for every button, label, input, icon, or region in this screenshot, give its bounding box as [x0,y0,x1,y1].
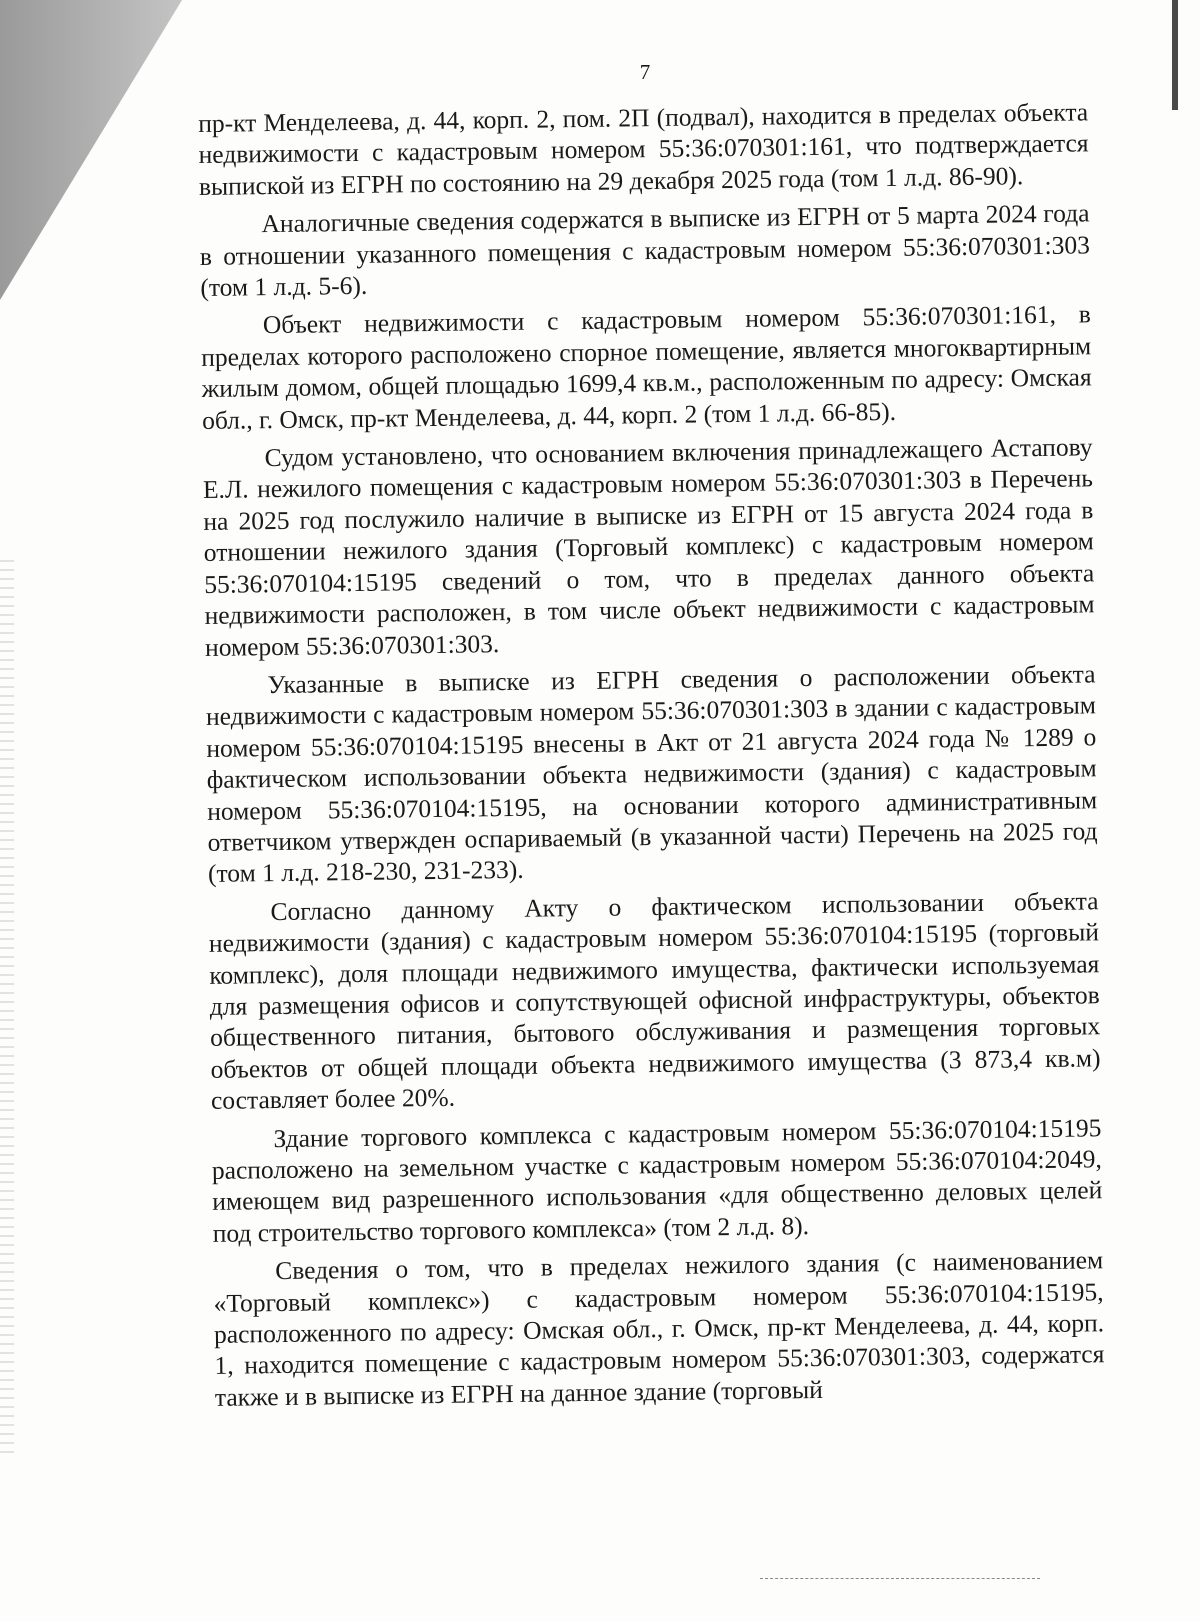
document-body [198,96,1105,1420]
scan-noise [0,560,14,1460]
paragraph-4: Судом установлено, что основанием включения принадлежащего Астапову Е.Л. нежилого помещения с кадастровым номером 55:36:070301:303 в Перечень на 2025 год послужило наличие в выписке из ЕГРН от 15 августа 2024 года в отношении нежилого здания (Торговый комплекс) с кадастровым номером 55:36:070104:15195 сведений о том, что в пределах данного объекта недвижимости расположен, в том числе объект недвижимости с кадастровым номером 55:36:070301:303. [202,432,1095,662]
scan-bottom-line [760,1578,1040,1579]
scan-corner-shadow [0,0,200,1621]
paragraph-6: Согласно данному Акту о фактическом использовании объекта недвижимости (здания) с кадастровым номером 55:36:070104:15195 (торговый комплекс), доля площади недвижимого имущества, фактически используемая для размещения офисов и сопутствующей офисной инфраструктуры, объектов общественного питания, бытового обслуживания и размещения торговых объектов от общей площади объекта недвижимого имущества (3 873,4 кв.м) составляет более 20%. [208,886,1101,1116]
paragraph-7: Здание торгового комплекса с кадастровым номером 55:36:070104:15195 расположено на земельном участке с кадастровым номером 55:36:070104:2049, имеющем вид разрешенного использования «для общественно деловых целей под строительство торгового комплекса» (том 2 л.д. 8). [211,1112,1103,1248]
paragraph-1: пр-кт Менделеева, д. 44, корп. 2, пом. 2П (подвал), находится в пределах объекта недвижимости с кадастровым номером 55:36:070301:161, что подтверждается выпиской из ЕГРН по состоянию на 29 декабря 2025 года (том 1 л.д. 86-90). [198,97,1089,201]
scan-edge-mark [1172,0,1178,110]
page-number: 7 [639,60,651,84]
paragraph-2: Аналогичные сведения содержатся в выписке из ЕГРН от 5 марта 2024 года в отношении указанного помещения с кадастровым номером 55:36:070301:303 (том 1 л.д. 5-6). [199,198,1091,303]
paragraph-8: Сведения о том, что в пределах нежилого здания (с наименованием «Торговый комплекс») с кадастровым номером 55:36:070104:15195, расположенного по адресу: Омская обл., г. Омск, пр-кт Менделеева, д. 44, корп. 1, находится помещение с кадастровым номером 55:36:070301:303, содержатся также и в выписке из ЕГРН на данное здание (торговый [213,1245,1105,1412]
paragraph-5: Указанные в выписке из ЕГРН сведения о расположении объекта недвижимости с кадастровым номером 55:36:070301:303 в здании с кадастровым номером 55:36:070104:15195 внесены в Акт от 21 августа 2024 года № 1289 о фактическом использовании объекта недвижимости (здания) с кадастровым номером 55:36:070104:15195, на основании которого административным ответчиком утвержден оспариваемый (в указанной части) Перечень на 2025 год (том 1 л.д. 218-230, 231-233). [205,659,1098,889]
paragraph-3: Объект недвижимости с кадастровым номером 55:36:070301:161, в пределах которого расположено спорное помещение, является многоквартирным жилым домом, общей площадью 1699,4 кв.м., расположенным по адресу: Омская обл., г. Омск, пр-кт Менделеева, д. 44, корп. 2 (том 1 л.д. 66-85). [201,299,1092,435]
